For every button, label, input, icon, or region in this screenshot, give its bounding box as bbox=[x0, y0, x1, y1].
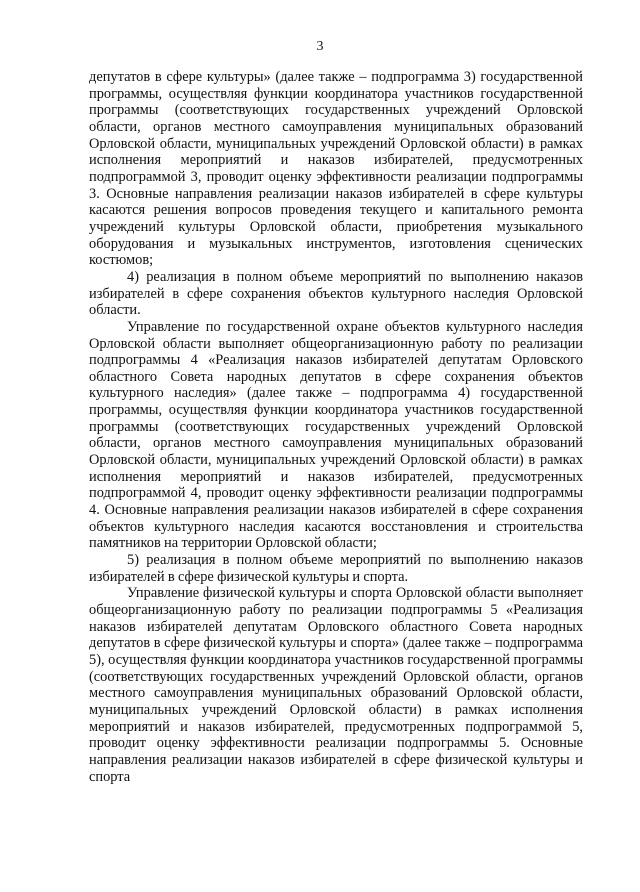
document-body bbox=[89, 69, 583, 785]
paragraph-item-4: 4) реализация в полном объеме мероприятий по выполнению наказов избирателей в сфере сохранения объектов культурного наследия Орловской области. bbox=[89, 268, 583, 319]
page-number: 3 bbox=[316, 39, 324, 54]
paragraph-item-5: 5) реализация в полном объеме мероприятий по выполнению наказов избирателей в сфере физической культуры и спорта. bbox=[89, 552, 583, 585]
paragraph-subprogram-4: Управление по государственной охране объектов культурного наследия Орловской области выполняет общеорганизационную работу по реализации подпрограммы 4 «Реализация наказов избирателей депутатам Орловского областного Совета народных депутатов в сфере сохранения объектов культурного наследия» (далее также – подпрограмма 4) государственной программы, осуществляя функции координатора участников государственной программы (соответствующих государственных учреждений Орловской области, органов местного самоуправления муниципальных образований Орловской области, муниципальных учреждений Орловской области) в рамках исполнения мероприятий и наказов избирателей, предусмотренных подпрограммой 4, проводит оценку эффективности реализации подпрограммы 4. Основные направления реализации наказов избирателей в сфере сохранения объектов культурного наследия касаются восстановления и строительства памятников на территории Орловской области; bbox=[89, 318, 583, 552]
paragraph-subprogram-5: Управление физической культуры и спорта Орловской области выполняет общеорганизационную работу по реализации подпрограммы 5 «Реализация наказов избирателей депутатам Орловского областного Совета народных депутатов в сфере физической культуры и спорта» (далее также – подпрограмма 5), осуществляя функции координатора участников государственной программы (соответствующих государственных учреждений Орловской области, органов местного самоуправления муниципальных образований Орловской области, муниципальных учреждений Орловской области) в рамках исполнения мероприятий и наказов избирателей, предусмотренных подпрограммой 5, проводит оценку эффективности реализации подпрограммы 5. Основные направления реализации наказов избирателей в сфере физической культуры и спорта bbox=[89, 585, 583, 785]
paragraph-subprogram-3-continued: депутатов в сфере культуры» (далее также – подпрограмма 3) государственной программы, осуществляя функции координатора участников государственной программы (соответствующих государственных учреждений Орловской области, органов местного самоуправления муниципальных образований Орловской области, муниципальных учреждений Орловской области) в рамках исполнения мероприятий и наказов избирателей, предусмотренных подпрограммой 3, проводит оценку эффективности реализации подпрограммы 3. Основные направления реализации наказов избирателей в сфере культуры касаются решения вопросов проведения текущего и капитального ремонта учреждений культуры Орловской области, приобретения музыкального оборудования и музыкальных инструментов, изготовления сценических костюмов; bbox=[89, 69, 583, 269]
